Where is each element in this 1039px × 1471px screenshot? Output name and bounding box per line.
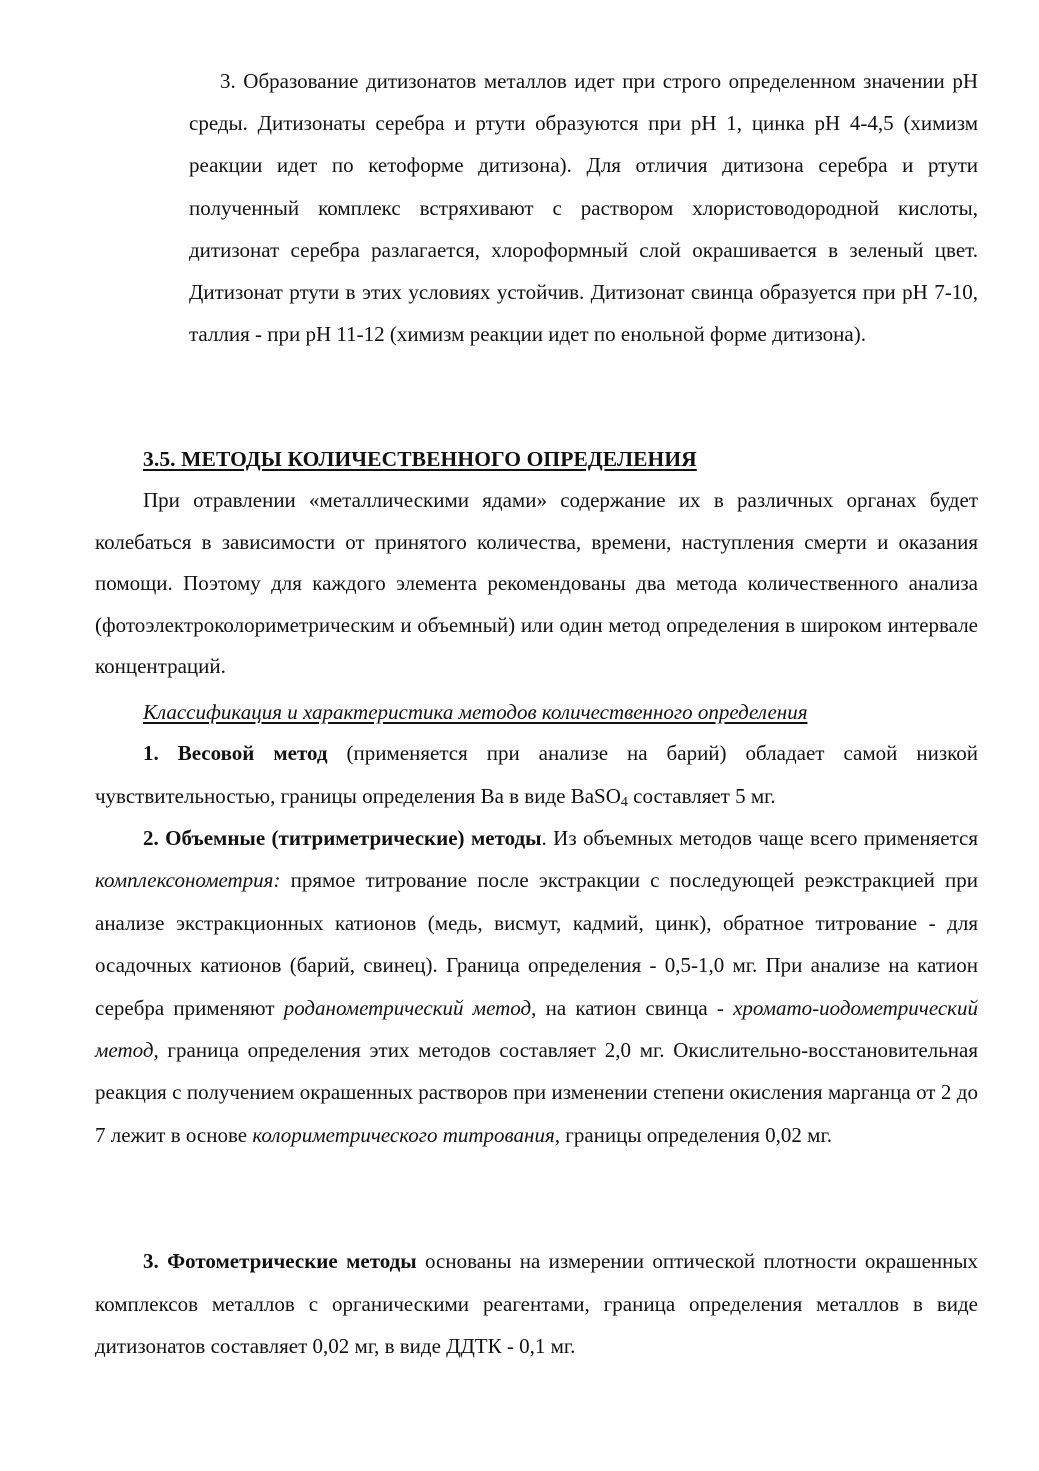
method-title: 2. Объемные (титриметрические) методы bbox=[143, 826, 542, 850]
paragraph-text: 3. Образование дитизонатов металлов идет при строго определенном значении pH среды. Дитизонаты серебра и ртути образуются при pH 1, цинка pH 4-4,5 (химизм реакции идет по кетоформе дитизона). Для отличия дитизона серебра и ртути полученный комплекс встряхивают с раствором хлористоводородной кислоты, дитизонат серебра разлагается, хлороформный слой окрашивается в зеленый цвет. Дитизонат ртути в этих условиях устойчив. Дитизонат свинца образуется при pH 7-10, таллия - при pH 11-12 (химизм реакции идет по енольной форме дитизона). bbox=[189, 69, 978, 347]
method-title: 1. Весовой метод bbox=[143, 741, 328, 765]
section-heading: 3.5. МЕТОДЫ КОЛИЧЕСТВЕННОГО ОПРЕДЕЛЕНИЯ bbox=[143, 447, 697, 471]
method-text: границы определения 0,02 мг. bbox=[559, 1122, 832, 1147]
formula-subscript: 4 bbox=[620, 794, 628, 810]
method-text: прямое титрование после экстракции с последующей реэкстракцией при анализе экстракционных катионов (медь, висмут, кадмий, цинк), обратное титрование - для осадочных катионов (барий, свинец). Граница определения - 0,5-1,0 мг. При анализе на катион серебра применяют bbox=[95, 868, 978, 1020]
italic-term-chromato-iodometric: хромато-иодометрический метод, bbox=[95, 995, 979, 1063]
method-text: на катион свинца - bbox=[536, 995, 734, 1020]
paragraph-photometric-methods bbox=[95, 1240, 978, 1368]
paragraph-text: При отравлении «металлическими ядами» содержание их в различных органах будет колебаться в зависимости от принятого количества, времени, наступления смерти и оказания помощи. Поэтому для каждого элемента рекомендованы два метода количественного анализа (фотоэлектроколориметрическим и объемный) или один метод определения в широком интервале концентраций. bbox=[95, 488, 978, 679]
classification-heading: Классификация и характеристика методов количественного определения bbox=[143, 700, 808, 724]
method-title: 3. Фотометрические методы bbox=[143, 1249, 417, 1273]
method-text: основаны на измерении оптической плотности окрашенных комплексов металлов с органическими реагентами, граница определения металлов в виде дитизонатов составляет 0,02 мг, в виде ДДТК - 0,1 мг. bbox=[95, 1249, 978, 1358]
method-text-end: составляет 5 мг. bbox=[627, 783, 776, 808]
italic-term-rhodanometric: роданометрический метод, bbox=[283, 995, 537, 1020]
paragraph-gravimetric-method bbox=[95, 732, 978, 817]
method-text: . Из объемных методов чаще всего применяется bbox=[541, 826, 978, 850]
paragraph-dithizonate-formation bbox=[189, 60, 978, 355]
method-text: (применяется при анализе на барий) обладает самой низкой чувствительностью, границы определения Ba в виде BaSO bbox=[95, 741, 978, 808]
method-text: граница определения этих методов составляет 2,0 мг. Окислительно-восстановительная реакция с получением окрашенных растворов при изменении степени окисления марганца от 2 до 7 лежит в основе bbox=[95, 1038, 978, 1147]
paragraph-intro bbox=[95, 480, 978, 688]
italic-term-complexometry: комплексонометрия: bbox=[95, 868, 281, 893]
italic-term-colorimetric-titration: колориметрического титрования, bbox=[252, 1122, 560, 1147]
paragraph-volumetric-methods bbox=[95, 817, 978, 1156]
